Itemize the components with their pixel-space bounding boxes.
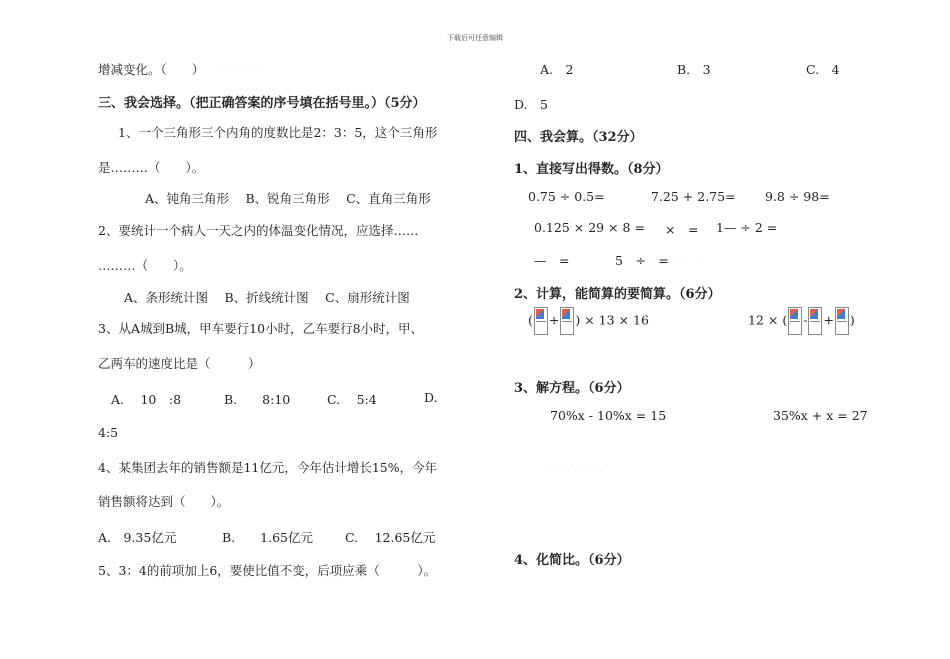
q5-text: 5、3：4的前项加上6，要使比值不变，后项应乘（ ）。 bbox=[98, 563, 437, 578]
calc-1c: 9.8 ÷ 98= bbox=[765, 189, 830, 204]
q3-option-a: A. 10 :8 bbox=[111, 392, 182, 407]
calc-3a: — = bbox=[534, 253, 570, 268]
q4-option-b: B. 1.65亿元 bbox=[222, 530, 313, 545]
subsection-1-title: 1、直接写出得数。（8分） bbox=[514, 162, 669, 177]
simplify-expr-1 bbox=[528, 307, 649, 335]
q3-option-d: D. bbox=[424, 390, 438, 405]
q3-line1: 3、从A城到B城，甲车要行10小时，乙车要行8小时，甲、 bbox=[98, 321, 424, 336]
paren-close: ) bbox=[849, 312, 855, 328]
line-top: 增减变化。（ ） bbox=[98, 62, 205, 77]
fraction-image-icon bbox=[560, 307, 574, 335]
faint-watermark-text: · · · · · · · · · bbox=[548, 468, 603, 476]
q4-option-a: A. 9.35亿元 bbox=[98, 530, 177, 545]
q3-option-b: B. 8:10 bbox=[224, 392, 291, 407]
q3-line2: 乙两车的速度比是（ ） bbox=[98, 356, 261, 371]
q2-line2: ………（ ）。 bbox=[98, 258, 192, 273]
expr2-lead: 12 × ( bbox=[748, 312, 788, 328]
fraction-image-icon bbox=[788, 307, 802, 335]
simplify-expr-2 bbox=[748, 307, 855, 335]
q5-option-a: A. 2 bbox=[540, 62, 574, 77]
page-header: 下载后可任意编辑 bbox=[447, 34, 503, 42]
faint-watermark-text: · · · · · bbox=[670, 257, 700, 265]
q5-option-d: D. 5 bbox=[514, 97, 549, 112]
q2-options: A、条形统计图 B、折线统计图 C、扇形统计图 bbox=[124, 290, 410, 305]
q1-options: A、钝角三角形 B、锐角三角形 C、直角三角形 bbox=[145, 191, 431, 206]
subsection-3-title: 3、解方程。（6分） bbox=[514, 381, 630, 396]
section-3-title: 三、我会选择。（把正确答案的序号填在括号里。）（5分） bbox=[98, 96, 426, 111]
fraction-image-icon bbox=[534, 307, 548, 335]
calc-3b: 5 ÷ = bbox=[615, 253, 669, 268]
q4-option-c: C. 12.65亿元 bbox=[345, 530, 436, 545]
calc-2c: 1— ÷ 2 = bbox=[716, 220, 778, 235]
subsection-4-title: 4、化简比。（6分） bbox=[514, 553, 630, 568]
equation-1: 70%x - 10%x = 15 bbox=[550, 408, 667, 423]
section-4-title: 四、我会算。（32分） bbox=[514, 130, 643, 145]
q4-line2: 销售额将达到（ ）。 bbox=[98, 494, 230, 509]
plus-sign: + bbox=[823, 312, 834, 328]
calc-1a: 0.75 ÷ 0.5= bbox=[528, 189, 605, 204]
q4-line1: 4、某集团去年的销售额是11亿元，今年估计增长15%，今年 bbox=[98, 460, 438, 475]
q5-option-c: C. 4 bbox=[806, 62, 840, 77]
calc-1b: 7.25 + 2.75= bbox=[651, 189, 736, 204]
q1-line1: 1、一个三角形三个内角的度数比是2：3：5，这个三角形 bbox=[118, 125, 438, 140]
q3-option-d-value: 4:5 bbox=[98, 425, 119, 440]
expr1-rest: ) × 13 × 16 bbox=[575, 312, 649, 328]
equation-2: 35%x + x = 27 bbox=[773, 408, 868, 423]
q3-option-c: C. 5:4 bbox=[327, 392, 377, 407]
calc-2a: 0.125 × 29 × 8 = bbox=[534, 220, 645, 235]
plus-sign: + bbox=[548, 312, 560, 328]
minus-sign: - bbox=[803, 312, 808, 328]
q2-line1: 2、要统计一个病人一天之内的体温变化情况，应选择…… bbox=[98, 223, 419, 238]
faint-watermark-text: · · · · · · · bbox=[222, 66, 264, 74]
fraction-image-icon bbox=[835, 307, 849, 335]
paren-open: ( bbox=[528, 312, 533, 328]
q1-line2: 是………（ ）。 bbox=[98, 160, 205, 175]
subsection-2-title: 2、计算，能简算的要简算。（6分） bbox=[514, 287, 721, 302]
q5-option-b: B. 3 bbox=[677, 62, 711, 77]
calc-2b: × = bbox=[665, 222, 699, 237]
fraction-image-icon bbox=[808, 307, 822, 335]
